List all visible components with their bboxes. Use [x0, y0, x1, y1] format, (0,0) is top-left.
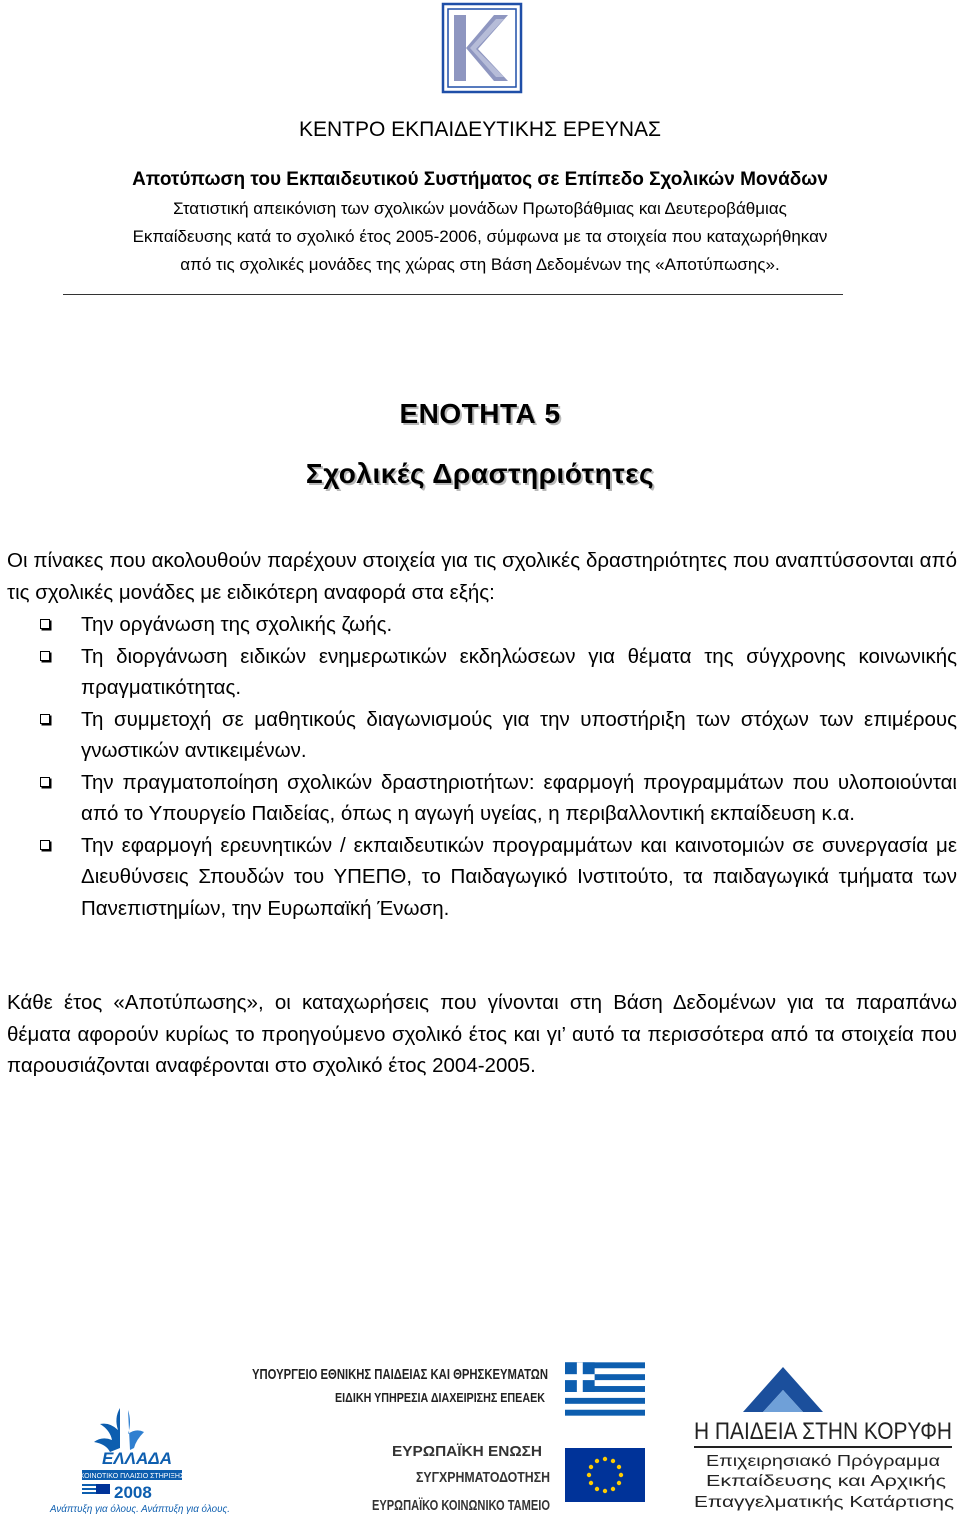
- list-item-text: Τη συμμετοχή σε μαθητικούς διαγωνισμούς για την υποστήριξη των στόχων των επιμέρους γνωστικών αντικειμένων.: [81, 707, 957, 762]
- paideia-logo: [688, 1362, 958, 1512]
- eu-name: ΕΥΡΩΠΑΪΚΗ ΕΝΩΣΗ: [392, 1443, 542, 1460]
- ministry-logo: [250, 1362, 550, 1408]
- eu-cofunding-text: [372, 1440, 550, 1514]
- subtitle-line: Στατιστική απεικόνιση των σχολικών μονάδων Πρωτοβάθμιας και Δευτεροβάθμιας: [173, 199, 787, 218]
- paideia-title: Η ΠΑΙΔΕΙΑ ΣΤΗΝ ΚΟΡΥΦΗ: [694, 1418, 952, 1445]
- list-item-text: Την εφαρμογή ερευνητικών / εκπαιδευτικών προγραμμάτων και καινοτομιών σε συνεργασία με Διευθύνσεις Σπουδών του ΥΠΕΠΘ, το Παιδαγωγικό Ινστιτούτο, τα παιδαγωγικά τμήματα των Πανεπιστημίων, την Ευρωπαϊκή Ένωση.: [81, 833, 957, 920]
- square-bullet-icon: [40, 840, 50, 850]
- greek-flag-icon: [565, 1362, 645, 1416]
- greece-wordmark: ΕΛΛΑΔΑ: [102, 1449, 172, 1468]
- header-divider: [63, 294, 843, 295]
- square-bullet-icon: [40, 714, 50, 724]
- kee-logo-icon: [442, 3, 522, 93]
- cofunding-label: ΣΥΓΧΡΗΜΑΤΟΔΟΤΗΣΗ: [416, 1469, 550, 1486]
- ministry-name: ΥΠΟΥΡΓΕΙΟ ΕΘΝΙΚΗΣ ΠΑΙΔΕΙΑΣ ΚΑΙ ΘΡΗΣΚΕΥΜΑΤΩΝ: [252, 1366, 548, 1383]
- list-item: [40, 609, 957, 641]
- vocational-training-line: Επαγγελματικής Κατάρτισης: [694, 1494, 955, 1511]
- year-2008: 2008: [114, 1483, 152, 1502]
- greece-slogan: Ανάπτυξη για όλους. Ανάπτυξη για όλους.: [50, 1504, 234, 1515]
- list-item: [40, 830, 957, 925]
- section-title: Σχολικές Δραστηριότητες: [305, 458, 655, 489]
- subtitle-line: από τις σχολικές μονάδες της χώρας στη Βάση Δεδομένων της «Αποτύπωσης».: [180, 255, 780, 274]
- closing-paragraph: Κάθε έτος «Αποτύπωσης», οι καταχωρήσεις που γίνονται στη Βάση Δεδομένων για τα παραπάνω θέματα αφορούν κυρίως το προηγούμενο σχολικό έτος και γι’ αυτό τα περισσότερα από τα στοιχεία που παρουσιάζονται αναφέρονται στο σχολικό έτος 2004-2005.: [7, 991, 957, 1077]
- list-item: [40, 704, 957, 767]
- intro-paragraph: Οι πίνακες που ακολουθούν παρέχουν στοιχεία για τις σχολικές δραστηριότητες που αναπτύσσονται από τις σχολικές μονάδες με ειδικότερη αναφορά στα εξής:: [7, 549, 957, 604]
- education-line: Εκπαίδευσης και Αρχικής: [706, 1473, 947, 1490]
- org-name: ΚΕΝΤΡΟ ΕΚΠΑΙΔΕΥΤΙΚΗΣ ΕΡΕΥΝΑΣ: [298, 118, 662, 141]
- list-item-text: Την οργάνωση της σχολικής ζωής.: [81, 613, 393, 636]
- report-title: Αποτύπωση του Εκπαιδευτικού Συστήματος σε Επίπεδο Σχολικών Μονάδων: [132, 169, 828, 190]
- list-item: [40, 767, 957, 830]
- support-framework-label: ΚΟΙΝΟΤΙΚΟ ΠΛΑΙΣΙΟ ΣΤΗΡΙΞΗΣ: [79, 1473, 185, 1480]
- subtitle-line: Εκπαίδευσης κατά το σχολικό έτος 2005-2006, σύμφωνα με τα στοιχεία που καταχωρήθηκαν: [132, 227, 828, 246]
- list-item-text: Την πραγματοποίηση σχολικών δραστηριοτήτων: εφαρμογή προγραμμάτων που υλοποιούνται από το Υπουργείο Παιδείας, όπως η αγωγή υγείας, η περιβαλλοντική εκπαίδευση κ.α.: [81, 770, 957, 825]
- square-bullet-icon: [40, 619, 50, 629]
- eu-flag-icon: [565, 1448, 645, 1502]
- list-item-text: Τη διοργάνωση ειδικών ενημερωτικών εκδηλώσεων για θέματα της σύγχρονης κοινωνικής πραγματικότητας.: [81, 644, 957, 699]
- operational-programme: Επιχειρησιακό Πρόγραμμα: [706, 1453, 940, 1470]
- square-bullet-icon: [40, 651, 50, 661]
- social-fund-name: ΕΥΡΩΠΑΪΚΟ ΚΟΙΝΩΝΙΚΟ ΤΑΜΕΙΟ: [372, 1497, 551, 1514]
- greece-2008-logo: [10, 1400, 240, 1515]
- list-item: [40, 641, 957, 704]
- ministry-service: ΕΙΔΙΚΗ ΥΠΗΡΕΣΙΑ ΔΙΑΧΕΙΡΙΣΗΣ ΕΠΕΑΕΚ: [335, 1390, 546, 1405]
- activity-list: [40, 609, 957, 924]
- section-number: ΕΝΟΤΗΤΑ 5: [399, 398, 561, 429]
- square-bullet-icon: [40, 777, 50, 787]
